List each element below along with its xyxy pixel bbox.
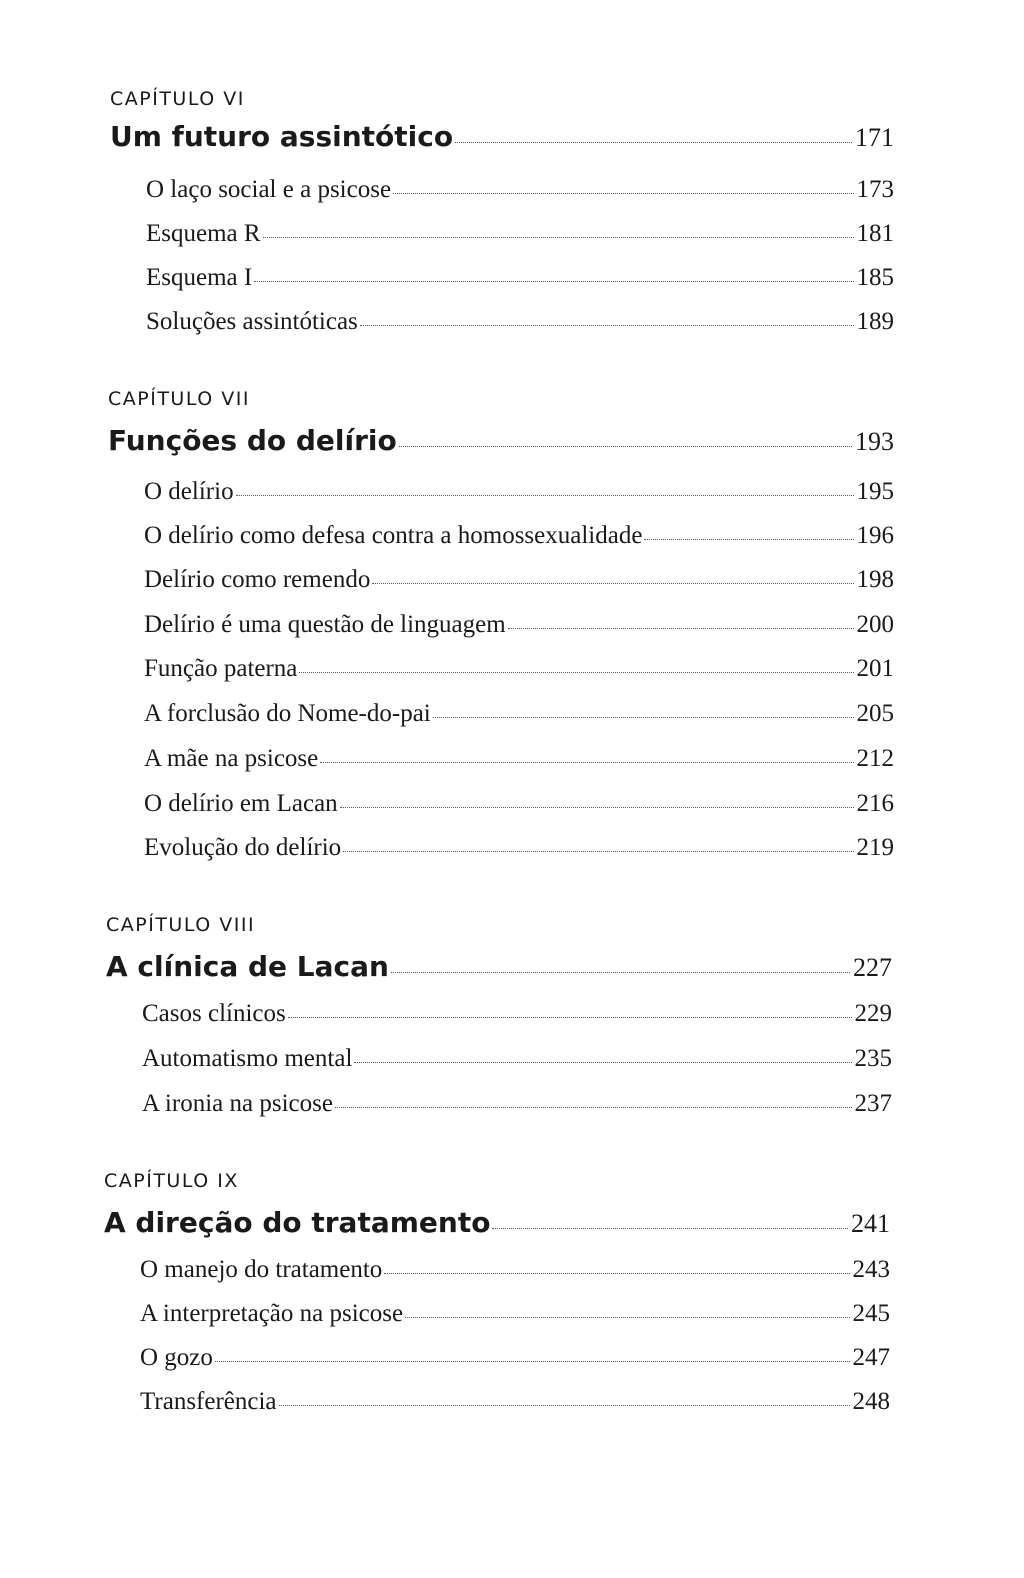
page-number: 181 [856, 220, 894, 247]
chapter-label: CAPÍTULO VI [110, 88, 245, 110]
chapter-label: CAPÍTULO VIII [106, 914, 256, 936]
chapter-title-row[interactable] [110, 120, 894, 153]
page-number: 200 [856, 611, 894, 638]
toc-entry[interactable] [142, 1000, 892, 1028]
toc-entry[interactable] [144, 522, 894, 550]
leader-dots [405, 1317, 849, 1318]
page-number: 173 [856, 176, 894, 203]
chapter-title: A clínica de Lacan [106, 950, 389, 983]
chapter-title-row[interactable] [106, 950, 892, 983]
leader-dots [399, 446, 852, 447]
entry-title: Delírio como remendo [144, 566, 371, 593]
leader-dots [508, 628, 854, 629]
page-number: 205 [856, 700, 894, 727]
page-number: 185 [856, 264, 894, 291]
toc-entry[interactable] [140, 1388, 890, 1416]
page-number: 227 [853, 953, 892, 982]
entry-title: Transferência [140, 1388, 277, 1415]
toc-entry[interactable] [146, 176, 894, 204]
entry-title: Delírio é uma questão de linguagem [144, 611, 506, 638]
page-number: 247 [852, 1344, 890, 1371]
leader-dots [492, 1228, 848, 1229]
leader-dots [299, 672, 853, 673]
toc-entry[interactable] [144, 700, 894, 728]
entry-title: Evolução do delírio [144, 834, 342, 861]
leader-dots [343, 851, 853, 852]
leader-dots [384, 1273, 849, 1274]
leader-dots [279, 1405, 850, 1406]
leader-dots [254, 281, 853, 282]
page-number: 248 [852, 1388, 890, 1415]
chapter-title: Funções do delírio [108, 424, 397, 457]
leader-dots [288, 1017, 852, 1018]
leader-dots [360, 325, 854, 326]
toc-entry[interactable] [144, 655, 894, 683]
page-number: 219 [856, 834, 894, 861]
leader-dots [644, 539, 853, 540]
leader-dots [391, 972, 850, 973]
page-number: 229 [854, 1000, 892, 1027]
chapter-title-row[interactable] [104, 1206, 890, 1239]
toc-entry[interactable] [140, 1300, 890, 1328]
leader-dots [320, 762, 853, 763]
toc-entry[interactable] [144, 566, 894, 594]
page-number: 216 [856, 790, 894, 817]
chapter-label: CAPÍTULO VII [108, 388, 250, 410]
page-number: 171 [855, 123, 894, 152]
toc-entry[interactable] [142, 1090, 892, 1118]
toc-entry[interactable] [146, 308, 894, 336]
entry-title: A ironia na psicose [142, 1090, 333, 1117]
page-number: 201 [856, 655, 894, 682]
toc-entry[interactable] [144, 478, 894, 506]
leader-dots [455, 142, 852, 143]
entry-title: A interpretação na psicose [140, 1300, 404, 1327]
chapter-title-row[interactable] [108, 424, 894, 457]
toc-entry[interactable] [146, 264, 894, 292]
page-number: 212 [856, 745, 894, 772]
page-number: 193 [855, 427, 894, 456]
leader-dots [215, 1361, 850, 1362]
page-number: 235 [854, 1045, 892, 1072]
toc-entry[interactable] [142, 1045, 892, 1073]
entry-title: O delírio como defesa contra a homossexualidade [144, 522, 643, 549]
entry-title: Esquema R [146, 220, 261, 247]
chapter-label: CAPÍTULO IX [104, 1170, 239, 1192]
page-number: 237 [854, 1090, 892, 1117]
entry-title: Casos clínicos [142, 1000, 286, 1027]
leader-dots [236, 495, 854, 496]
entry-title: Soluções assintóticas [146, 308, 358, 335]
page-number: 241 [851, 1209, 890, 1238]
entry-title: Função paterna [144, 655, 298, 682]
leader-dots [335, 1107, 852, 1108]
page-number: 195 [856, 478, 894, 505]
toc-entry[interactable] [146, 220, 894, 248]
entry-title: O laço social e a psicose [146, 176, 392, 203]
entry-title: O delírio [144, 478, 234, 505]
toc-entry[interactable] [144, 745, 894, 773]
entry-title: O delírio em Lacan [144, 790, 338, 817]
chapter-title: Um futuro assintótico [110, 120, 454, 153]
page-number: 245 [852, 1300, 890, 1327]
page-number: 198 [856, 566, 894, 593]
leader-dots [393, 193, 853, 194]
chapter-title: A direção do tratamento [104, 1206, 491, 1239]
toc-entry[interactable] [144, 790, 894, 818]
toc-entry[interactable] [144, 611, 894, 639]
page-number: 189 [856, 308, 894, 335]
entry-title: A forclusão do Nome-do-pai [144, 700, 431, 727]
leader-dots [340, 807, 854, 808]
entry-title: O gozo [140, 1344, 213, 1371]
entry-title: A mãe na psicose [144, 745, 319, 772]
toc-entry[interactable] [140, 1256, 890, 1284]
toc-entry[interactable] [140, 1344, 890, 1372]
toc-entry[interactable] [144, 834, 894, 862]
leader-dots [433, 717, 854, 718]
entry-title: Esquema I [146, 264, 253, 291]
entry-title: O manejo do tratamento [140, 1256, 383, 1283]
leader-dots [263, 237, 854, 238]
page-number: 243 [852, 1256, 890, 1283]
page-number: 196 [856, 522, 894, 549]
leader-dots [372, 583, 853, 584]
entry-title: Automatismo mental [142, 1045, 353, 1072]
leader-dots [354, 1062, 851, 1063]
